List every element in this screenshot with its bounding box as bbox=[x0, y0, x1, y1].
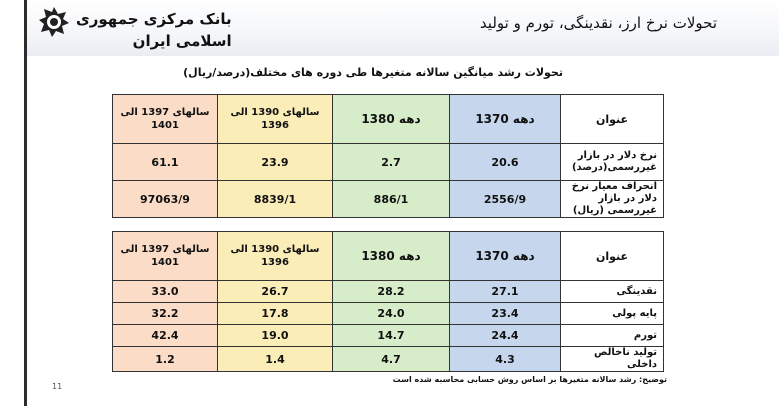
bank-branding bbox=[38, 6, 232, 52]
table-header-row bbox=[113, 232, 664, 281]
header-1380: دهه 1380 bbox=[333, 232, 450, 281]
cell-1380: 2.7 bbox=[333, 144, 450, 181]
cell-1370: 2556/9 bbox=[450, 181, 561, 218]
table-row bbox=[113, 281, 664, 303]
bank-name-line1: بانک مرکزی جمهوری bbox=[76, 10, 232, 28]
cell-1380: 4.7 bbox=[333, 347, 450, 372]
cell-1390: 26.7 bbox=[218, 281, 333, 303]
table-row bbox=[113, 144, 664, 181]
cell-1397: 97063/9 bbox=[113, 181, 218, 218]
header-1390: سالهای 1390 الی 1396 bbox=[218, 95, 333, 144]
cell-1370: 24.4 bbox=[450, 325, 561, 347]
header-label: عنوان bbox=[561, 232, 664, 281]
table-row bbox=[113, 325, 664, 347]
header-1370: دهه 1370 bbox=[450, 95, 561, 144]
header-1397: سالهای 1397 الی 1401 bbox=[113, 232, 218, 281]
cell-1397: 42.4 bbox=[113, 325, 218, 347]
cell-1390: 1.4 bbox=[218, 347, 333, 372]
bank-name-line2: اسلامی ایران bbox=[132, 32, 232, 50]
table-row bbox=[113, 303, 664, 325]
table-subtitle: تحولات رشد میانگین سالانه متغیرها طی دوره های مختلف(درصد/ریال) bbox=[183, 66, 563, 79]
central-bank-logo-icon bbox=[38, 6, 70, 38]
cell-1380: 886/1 bbox=[333, 181, 450, 218]
bank-name bbox=[76, 8, 232, 52]
cell-1390: 23.9 bbox=[218, 144, 333, 181]
exchange-rate-table bbox=[112, 94, 664, 218]
cell-1390: 17.8 bbox=[218, 303, 333, 325]
cell-1370: 4.3 bbox=[450, 347, 561, 372]
header-1380: دهه 1380 bbox=[333, 95, 450, 144]
row-label: نرخ دلار در بازار غیررسمی(درصد) bbox=[561, 144, 664, 181]
footnote: توضیح: رشد سالانه متغیرها بر اساس روش حسابی محاسبه شده است bbox=[392, 375, 667, 384]
cell-1390: 19.0 bbox=[218, 325, 333, 347]
cell-1370: 23.4 bbox=[450, 303, 561, 325]
cell-1390: 8839/1 bbox=[218, 181, 333, 218]
row-label: پایه پولی bbox=[561, 303, 664, 325]
slide-title: تحولات نرخ ارز، نقدینگی، تورم و تولید bbox=[479, 14, 717, 32]
header-1390: سالهای 1390 الی 1396 bbox=[218, 232, 333, 281]
table-row bbox=[113, 181, 664, 218]
row-label: انحراف معیار نرخ دلار در بازار غیررسمی (ریال) bbox=[561, 181, 664, 218]
cell-1397: 32.2 bbox=[113, 303, 218, 325]
page-number: 11 bbox=[52, 382, 63, 391]
cell-1397: 1.2 bbox=[113, 347, 218, 372]
cell-1397: 61.1 bbox=[113, 144, 218, 181]
row-label: نقدینگی bbox=[561, 281, 664, 303]
left-border bbox=[24, 0, 27, 406]
cell-1370: 27.1 bbox=[450, 281, 561, 303]
cell-1397: 33.0 bbox=[113, 281, 218, 303]
header-1397: سالهای 1397 الی 1401 bbox=[113, 95, 218, 144]
row-label: تولید ناخالص داخلی bbox=[561, 347, 664, 372]
header-1370: دهه 1370 bbox=[450, 232, 561, 281]
table-header-row bbox=[113, 95, 664, 144]
row-label: تورم bbox=[561, 325, 664, 347]
table-row bbox=[113, 347, 664, 372]
cell-1370: 20.6 bbox=[450, 144, 561, 181]
header-label: عنوان bbox=[561, 95, 664, 144]
macro-indicators-table bbox=[112, 231, 664, 372]
cell-1380: 14.7 bbox=[333, 325, 450, 347]
cell-1380: 24.0 bbox=[333, 303, 450, 325]
cell-1380: 28.2 bbox=[333, 281, 450, 303]
